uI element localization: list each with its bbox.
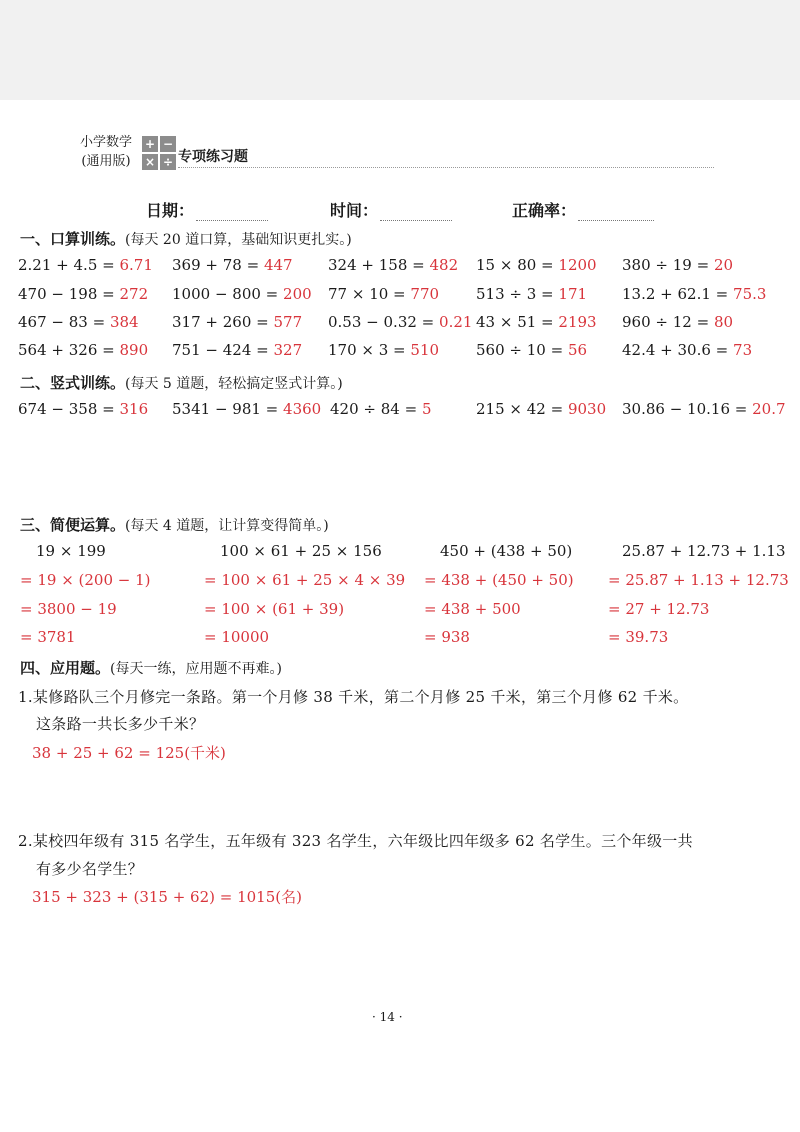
- section-simplify-title: [20, 514, 329, 535]
- brand-label: [72, 133, 140, 171]
- top-gray-band: [0, 0, 800, 100]
- simplify-step: = 938: [424, 628, 470, 646]
- answer: 272: [119, 285, 149, 303]
- question: 215 × 42 =: [476, 400, 564, 418]
- brand-line-1: 小学数学: [79, 135, 132, 150]
- section-heading: 三、简便运算。: [20, 516, 126, 534]
- word-problem-1-question: 这条路一共长多少千米？: [36, 715, 205, 733]
- question: 960 ÷ 12 =: [622, 313, 710, 331]
- answer: 73: [733, 341, 753, 359]
- simplify-step: = 19 × (200 − 1): [20, 571, 151, 589]
- section-word-problems-title: [20, 657, 282, 678]
- oral-item: [476, 341, 587, 359]
- time-label: 时间：: [330, 201, 379, 220]
- date-field: [146, 198, 268, 221]
- answer: 890: [119, 341, 149, 359]
- simplify-step: = 10000: [204, 628, 270, 646]
- question: 1000 − 800 =: [172, 285, 279, 303]
- oral-item: [18, 285, 148, 303]
- question: 380 ÷ 19 =: [622, 256, 710, 274]
- section-note: (每天一练，应用题不再难。): [110, 661, 282, 677]
- answer: 510: [410, 341, 440, 359]
- oral-item: [476, 285, 587, 303]
- answer: 56: [567, 341, 588, 359]
- oral-item: [476, 256, 597, 274]
- oral-item: [18, 256, 153, 274]
- question: 5341 − 981 =: [172, 400, 279, 418]
- oral-item: [172, 313, 302, 331]
- answer: 1200: [558, 256, 597, 274]
- brand-line-2: (通用版): [81, 154, 131, 169]
- answer: 2193: [558, 313, 597, 331]
- answer: 200: [283, 285, 312, 303]
- oral-item: [172, 256, 293, 274]
- oral-item: [172, 341, 302, 359]
- question: 560 ÷ 10 =: [476, 341, 564, 359]
- simplify-problem: 450 + (438 + 50): [440, 542, 573, 560]
- answer: 80: [713, 313, 734, 331]
- answer: 4360: [283, 400, 322, 418]
- oral-item: [328, 313, 472, 331]
- oral-item: [622, 256, 733, 274]
- word-problem-2-question: 有多少名学生？: [36, 860, 144, 878]
- question: 674 − 358 =: [18, 400, 115, 418]
- oral-item: [18, 341, 148, 359]
- word-problem-1-text: 1.某修路队三个月修完一条路。第一个月修 38 千米，第二个月修 25 千米，第三个月修 62 千米。: [18, 688, 689, 706]
- question: 2.21 + 4.5 =: [18, 256, 115, 274]
- section-note: (每天 5 道题，轻松搞定竖式计算。): [125, 376, 343, 392]
- answer: 75.3: [733, 285, 767, 303]
- oral-item: [622, 313, 733, 331]
- section-heading: 四、应用题。: [20, 659, 111, 677]
- simplify-step: = 25.87 + 1.13 + 12.73: [608, 571, 789, 589]
- section-heading: 二、竖式训练。: [20, 374, 126, 392]
- vertical-item: [622, 400, 786, 418]
- question: 13.2 + 62.1 =: [622, 285, 729, 303]
- answer: 20.7: [752, 400, 786, 418]
- word-problem-2-answer: 315 + 323 + (315 + 62) = 1015(名): [32, 888, 302, 906]
- answer: 6.71: [119, 256, 153, 274]
- section-oral-title: [20, 228, 352, 249]
- oral-item: [328, 341, 439, 359]
- question: 324 + 158 =: [328, 256, 425, 274]
- date-label: 日期：: [146, 201, 195, 220]
- oral-item: [172, 285, 312, 303]
- accuracy-field: [512, 198, 654, 221]
- question: 0.53 − 0.32 =: [328, 313, 435, 331]
- word-problem-1-answer: 38 + 25 + 62 = 125(千米): [32, 744, 226, 762]
- simplify-step: = 27 + 12.73: [608, 600, 710, 618]
- oral-item: [328, 256, 458, 274]
- section-note: (每天 20 道口算，基础知识更扎实。): [125, 232, 352, 248]
- word-problem-2-text: 2.某校四年级有 315 名学生，五年级有 323 名学生，六年级比四年级多 62 名学生。三个年级一共: [18, 832, 693, 850]
- time-field: [330, 198, 452, 221]
- question: 470 − 198 =: [18, 285, 115, 303]
- simplify-step: = 100 × (61 + 39): [204, 600, 345, 618]
- answer: 9030: [567, 400, 607, 418]
- plus-icon: +: [142, 136, 158, 152]
- oral-item: [622, 285, 766, 303]
- accuracy-label: 正确率：: [512, 201, 577, 220]
- question: 43 × 51 =: [476, 313, 554, 331]
- simplify-step: = 3781: [20, 628, 76, 646]
- header-divider: [178, 167, 714, 168]
- simplify-step: = 3800 − 19: [20, 600, 117, 618]
- answer: 482: [429, 256, 459, 274]
- answer: 171: [558, 285, 588, 303]
- vertical-item: [172, 400, 321, 418]
- time-blank: [380, 204, 452, 221]
- question: 751 − 424 =: [172, 341, 269, 359]
- vertical-item: [476, 400, 606, 418]
- divide-icon: ÷: [160, 154, 176, 170]
- answer: 384: [109, 313, 139, 331]
- answer: 577: [273, 313, 303, 331]
- question: 15 × 80 =: [476, 256, 554, 274]
- page-number: · 14 ·: [372, 1010, 403, 1024]
- question: 30.86 − 10.16 =: [622, 400, 748, 418]
- simplify-step: = 438 + 500: [424, 600, 521, 618]
- series-title: 专项练习题: [178, 149, 248, 165]
- simplify-step: = 100 × 61 + 25 × 4 × 39: [204, 571, 406, 589]
- answer: 770: [410, 285, 440, 303]
- question: 513 ÷ 3 =: [476, 285, 554, 303]
- simplify-problem: 19 × 199: [36, 542, 106, 560]
- operation-symbols-icon: [142, 136, 176, 170]
- oral-item: [328, 285, 439, 303]
- oral-item: [622, 341, 752, 359]
- simplify-problem: 100 × 61 + 25 × 156: [220, 542, 382, 560]
- vertical-item: [18, 400, 148, 418]
- section-vertical-title: [20, 372, 343, 393]
- section-note: (每天 4 道题，让计算变得简单。): [125, 518, 329, 534]
- date-blank: [196, 204, 268, 221]
- answer: 447: [263, 256, 293, 274]
- question: 42.4 + 30.6 =: [622, 341, 729, 359]
- simplify-problem: 25.87 + 12.73 + 1.13: [622, 542, 786, 560]
- answer: 327: [273, 341, 303, 359]
- answer: 5: [421, 400, 432, 418]
- question: 420 ÷ 84 =: [330, 400, 418, 418]
- question: 369 + 78 =: [172, 256, 260, 274]
- accuracy-blank: [578, 204, 654, 221]
- answer: 20: [713, 256, 734, 274]
- question: 170 × 3 =: [328, 341, 406, 359]
- multiply-icon: ×: [142, 154, 158, 170]
- simplify-step: = 438 + (450 + 50): [424, 571, 574, 589]
- question: 77 × 10 =: [328, 285, 406, 303]
- question: 317 + 260 =: [172, 313, 269, 331]
- question: 467 − 83 =: [18, 313, 106, 331]
- oral-item: [476, 313, 597, 331]
- minus-icon: −: [160, 136, 176, 152]
- simplify-step: = 39.73: [608, 628, 669, 646]
- oral-item: [18, 313, 139, 331]
- answer: 316: [119, 400, 149, 418]
- section-heading: 一、口算训练。: [20, 230, 126, 248]
- vertical-item: [330, 400, 432, 418]
- answer: 0.21: [439, 313, 473, 331]
- question: 564 + 326 =: [18, 341, 115, 359]
